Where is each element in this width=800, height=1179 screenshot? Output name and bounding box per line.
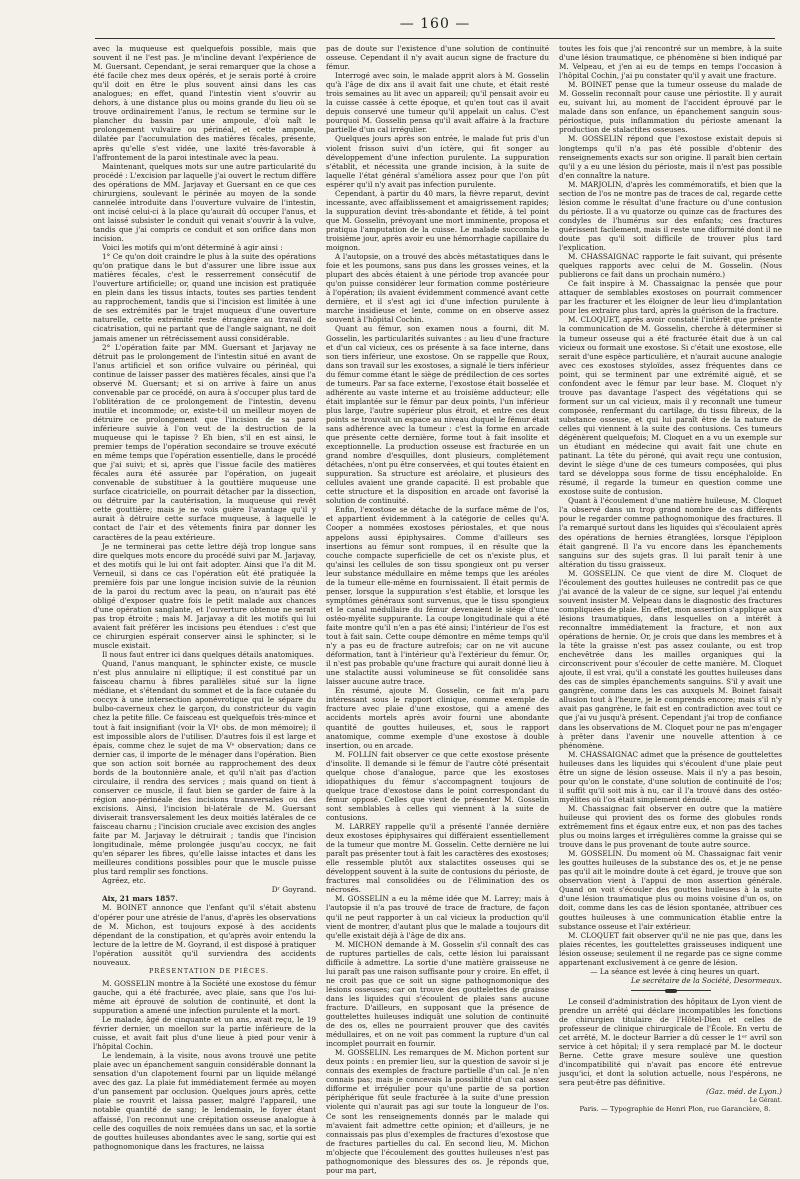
paragraph: Ce fait inspire à M. Chassaignac la pensée que pour attaquer de semblables exostoses on pourrait commencer par les fracturer et les éloigner de leur lieu d'implantation pour les extraire plus tard, après la guérison de la fracture. bbox=[559, 279, 782, 316]
paragraph: A l'autopsie, on a trouvé des abcès métastatiques dans le foie et les poumons, sans pus dans les grosses veines, et la plupart des abcès étaient à une période trop avancée pour qu'on puisse considérer leur formation comme postérieure à l'opération; ils avaient évidemment commencé avant cette dernière, et il s'est agi ici d'une infection purulente à marche insidieuse et lente, comme on en observe assez souvent à l'hôpital Cochin. bbox=[326, 252, 549, 325]
news-source: (Gaz. méd. de Lyon.) bbox=[706, 1087, 782, 1097]
paragraph: M. GOSSELIN a eu la même idée que M. Larrey; mais à l'autopsie il n'a pas trouvé de trace de fracture, de façon qu'il ne peut rapporter à un cal vicieux la production qu'il vient de montrer, d'autant plus que le malade a toujours dit qu'elle existait déjà à l'âge de dix ans. bbox=[326, 894, 549, 940]
paragraph: Le conseil d'administration des hôpitaux de Lyon vient de prendre un arrêté qui déclare incompatibles les fonctions de chirurgien titulaire de l'Hôtel-Dieu et celles de professeur de clinique chirurgicale de l'École. En vertu de cet arrêté, M. le docteur Barrier a dû cesser le 1ᵉʳ avril son service à cet hôpital; il y sera remplacé par M. le docteur Berne. Cette grave mesure soulève une question d'incompatibilité qui n'avait pas encore été entrevue jusqu'ici, et dont la solution actuelle, nous l'espérons, ne sera peut-être pas définitive. bbox=[559, 996, 782, 1088]
column-left bbox=[93, 44, 316, 1169]
paragraph: M. CLOQUET, après avoir constaté l'intérêt que présente la communication de M. Gosselin, cherche à déterminer si la tumeur osseuse qui a été fracturée était due à un cal vicieux ou formait une exostose. Si c'était une exostose, elle serait d'une espèce particulière, et n'aurait aucune analogie avec ces exostoses styloïdes, assez fréquentes dans ce point, qui se terminent par une extrémité aiguë, et se confondent avec le fémur par leur base. M. Cloquet n'y trouve pas davantage l'aspect des végétations qui se forment sur un cal vicieux, mais il y reconnaît une tumeur composée, renfermant du cartilage, du tissu fibreux, de la substance osseuse, et qui lui paraît être de la nature de celles qui viennent à la suite des contusions. Ces tumeurs dégénèrent quelquefois; M. Cloquet en a vu un exemple sur un étudiant en médecine qui avait fait une chute en patinant. La tête du péroné, qui avait reçu une contusion, devint le siège d'une de ces tumeurs composées, qui plus tard se développa sous forme de tissu encéphaloïde. En résumé, il regarde la tumeur en question comme une exostose suite de contusion. bbox=[559, 315, 782, 497]
paragraph: M. Chassaignac fait observer en outre que la matière huileuse qui provient des os forme des globules ronds extrêmement fins et égaux entre eux, et non pas des taches plus ou moins larges et irrégulières comme la graisse qui se trouve dans le pus provenant de toute autre source. bbox=[559, 803, 782, 850]
column-right bbox=[559, 44, 782, 1169]
article-columns bbox=[93, 44, 783, 1175]
paragraph: Interrogé avec soin, le malade apprit alors à M. Gosselin qu'à l'âge de dix ans il avait fait une chute, et était resté trois semaines au lit avec un appareil; qu'il pensait avoir eu la cuisse cassée à cette époque, et qu'en tout cas il avait depuis conservé une tumeur qu'il appelait un calus. C'est pourquoi M. Gosselin pensa qu'il avait affaire à la fracture partielle d'un cal irrégulier. bbox=[326, 71, 549, 135]
paragraph: Quelques jours après son entrée, le malade fut pris d'un violent frisson suivi d'un ictère, qui fit songer au développement d'une infection purulente. La suppuration s'établit, et nécessita une grande incision, à la suite de laquelle l'état général s'améliora assez pour que l'on pût espérer qu'il n'y avait pas infection purulente. bbox=[326, 134, 549, 189]
paragraph: M. GOSSELIN. Du moment où M. Chassaignac fait venir les gouttes huileuses de la substance des os, et je ne pense pas qu'il ait le moindre doute à cet égard, je trouve que son observation vient à l'appui de mon assertion générale. Quand on voit s'écouler des gouttes huileuses à la suite d'une lésion traumatique plus ou moins voisine d'un os, on doit, comme dans les cas de lésion spontanée, attribuer ces gouttes huileuses à une communication établie entre la substance osseuse et l'air extérieur. bbox=[559, 849, 782, 931]
session-end: — La séance est levée à cinq heures un quart. bbox=[590, 966, 760, 976]
paragraph: avec la muqueuse est quelquefois possible, mais que souvent il ne l'est pas. Je m'incline devant l'expérience de M. Guersant. Cependant, je serai remarquer que la chose a été facile chez mes deux opérés, et je serais porté à croire qu'il doit en être le plus souvent ainsi dans les cas analogues; en effet, quand l'intestin vient s'ouvrir au dehors, à une distance plus ou moins grande du lieu où se trouve ordinairement l'anus, le rectum se termine sur le plancher du bassin par une ampoule, d'où naît le prolongement vulvaire ou périnéal, et cette ampoule, dilatée par l'accumulation des matières fécales, présente, après qu'elle s'est vidée, une laxité très-favorable à l'affrontement de la paroi intestinale avec la peau. bbox=[93, 44, 316, 162]
paragraph: M. GOSSELIN montre à la Société une exostose du fémur gauche, qui a été fracturée, avec plaie, sans que l'os lui-même ait éprouvé de solution de continuité, et dont la suppuration a amené une infection purulente et la mort. bbox=[93, 978, 316, 1015]
page-header bbox=[95, 14, 775, 39]
paragraph: Le malade, âgé de cinquante et un ans, avait reçu, le 19 février dernier, un moellon sur la partie inférieure de la cuisse, et avait fait plus d'une lieue à pied pour venir à l'hôpital Cochin. bbox=[93, 1015, 316, 1052]
column-middle bbox=[326, 44, 549, 1175]
paragraph: M. GOSSELIN répond que l'exostose existait depuis si longtemps qu'il n'a pas été possible d'obtenir des renseignements exacts sur son origine. Il paraît bien certain qu'il y a eu une lésion du périoste, mais il n'est pas possible d'en connaître la nature. bbox=[559, 134, 782, 180]
paragraph: 2° L'opération faite par MM. Guersant et Jarjavay ne détruit pas le prolongement de l'intestin situé en avant de l'anus artificiel et son orifice vulvaire ou périnéal, qui continue de laisser passer des matières fécales, ainsi que l'a observé M. Guersant; et si on arrive à faire un anus convenable par ce procédé, on aura à s'occuper plus tard de l'oblitération de ce prolongement de l'intestin, devenu inutile et incommode; or, existe-t-il un meilleur moyen de détruire ce prolongement que l'incision de sa paroi inférieure suivie à l'on veut de la destruction de la muqueuse qui le tapisse ? Eh bien, s'il en est ainsi, le premier temps de l'opération secondaire se trouve exécuté en même temps que l'opération essentielle, dans le procédé que j'ai suivi; et si, après que l'issue facile des matières fécales aura été assurée par l'opération, on jugeait convenable de substituer à la gouttière muqueuse une surface cicatricielle, on pourrait détacher par la dissection, ou détruire par la cautérisation, la muqueuse qui revêt cette gouttière; mais je ne vois guère l'avantage qu'il y aurait à détruire cette surface muqueuse, à laquelle le contact de l'air et des vêtements finira par donner les caractères de la peau extérieure. bbox=[93, 342, 316, 542]
paragraph: Je ne terminerai pas cette lettre déjà trop longue sans dire quelques mots encore du procédé suivi par M. Jarjavay, et des motifs qui le lui ont fait adopter. Ainsi que l'a dit M. Verneuil, si dans ce cas l'opération eût été pratiquée la première fois par une longue incision suivie de la réunion de la paroi du rectum avec la peau, on n'aurait pas été obligé d'exposer quatre fois le petit malade aux chances d'une opération sanglante, et l'ouverture obtenue ne serait pas trop étroite ; mais M. Jarjavay a dit les motifs qui lui avaient fait préférer les incisions peu étendues : c'est que ce chirurgien espérait conserver ainsi le sphincter, si le muscle existait. bbox=[93, 541, 316, 651]
paragraph: M. LARREY rappelle qu'il a présenté l'année dernière deux exostoses épiphysaires qui différaient essentiellement de la tumeur que montre M. Gosselin. Cette dernière ne lui paraît pas présenter tout à fait les caractères des exostoses; elle ressemble plutôt aux stalactites osseuses qui se développent souvent à la suite de contusions du périoste, de fractures mal consolidées ou de l'élimination des os nécrosés. bbox=[326, 822, 549, 895]
paragraph: Agréez, etc. bbox=[102, 876, 146, 886]
paragraph: M. BOINET pense que la tumeur osseuse du malade de M. Gosselin reconnaît pour cause une périostite. Il y aurait eu, suivant lui, au moment de l'accident éprouvé par le malade dans son enfance, un épanchement sanguin sous-périostique, puis inflammation du périoste amenant la production de stalactites osseuses. bbox=[559, 80, 782, 135]
paragraph: M. GOSSELIN. Ce que vient de dire M. Cloquet de l'écoulement des gouttes huileuses ne contredit pas ce que j'ai avancé de la valeur de ce signe, sur lequel j'ai entendu souvent insister M. Velpeau dans le diagnostic des fractures compliquées de plaie. En effet, mon assertion s'applique aux lésions traumatiques, dans lesquelles on a intérêt à reconnaître immédiatement la fracture, et non aux opérations de hernie. Or, je crois que dans les membres et à la tête la graisse n'est pas assez coulante, ou est trop enchevêtrée dans les mailles organiques qui la circonscrivent pour s'écouler de cette manière. M. Cloquet ajoute, il est vrai, qu'il a constaté les gouttes huileuses dans des cas de simples épanchements sanguins. S'il y avait une gangrène, comme dans les cas auxquels M. Boinet faisait allusion tout à l'heure, je le comprends encore; mais s'il n'y avait pas gangrène, le fait est en contradiction avec tout ce que j'ai vu jusqu'à présent. Cependant j'ai trop de confiance dans les observations de M. Cloquet pour ne pas m'engager à prêter dans l'avenir une nouvelle attention à ce phénomène. bbox=[559, 568, 782, 750]
paragraph: 1° Ce qu'on doit craindre le plus à la suite des opérations qu'on pratique dans le but d'assurer une libre issue aux matières fécales, c'est le resserrement consécutif de l'ouverture artificielle; or, quand une incision est pratiquée en plein dans les tissus intacts, toutes ses parties tendent au rapprochement, tandis que si l'incision est limitée à une de ses extrémités par le trajet muqueux d'une ouverture naturelle, cette extrémité reste étrangère au travail de cicatrisation, qui ne partant que de l'angle saignant, ne doit jamais amener un rétrécissement aussi considérable. bbox=[93, 252, 316, 343]
page-number: — 160 — bbox=[399, 16, 471, 32]
paragraph: Maintenant, quelques mots sur une autre particularité du procédé : L'excision par laquelle j'ai ouvert le rectum diffère des opérations de MM. Jarjavay et Guersant en ce que ces chirurgiens, soulevant le périnée au moyen de la sonde cannelée introduite dans l'ouverture vulvaire de l'intestin, ont incisé celui-ci à la place qu'aurait dû occuper l'anus, et ont laissé subsister le conduit qui venait s'ouvrir à la vulve, tandis que j'ai compris ce conduit et son orifice dans mon incision. bbox=[93, 161, 316, 243]
paragraph: M. MICHON demande à M. Gosselin s'il connaît des cas de ruptures partielles de cals, cette lésion lui paraissant difficile à admettre. La sortie d'une matière graisseuse ne lui paraît pas une raison suffisante pour y croire. En effet, il ne croit pas que ce soit un signe pathognomonique des lésions osseuses; car on trouve des gouttelettes de graisse dans les liquides qui s'écoulent de plaies sans aucune fracture. D'ailleurs, en supposant que la présence de gouttelettes huileuses indiquât une solution de continuité de des os, elles ne pourraient prouver que des cavités médullaires, et on ne voit pas comment la rupture d'un cal incomplet pourrait en fournir. bbox=[326, 939, 549, 1049]
section-title: PRÉSENTATION DE PIÈCES. bbox=[93, 967, 316, 979]
paragraph: Voici les motifs qui m'ont déterminé à agir ainsi : bbox=[102, 243, 283, 253]
paragraph: M. CHASSAIGNAC admet que la présence de gouttelettes huileuses dans les liquides qui s'écoulent d'une plaie peut être un signe de lésion osseuse. Mais il n'y a pas besoin, pour qu'on le constate, d'une solution de continuité de l'os; il suffit qu'il soit mis à nu, car il l'a trouvé dans des ostéo-myélites où l'os était simplement dénudé. bbox=[559, 749, 782, 804]
paragraph: Le lendemain, à la visite, nous avons trouvé une petite plaie avec un épanchement sanguin considérable donnant la sensation d'un clapotement fourni par un liquide mélangé avec des gaz. La plaie fut immédiatement fermée au moyen d'un pansement par occlusion. Quelques jours après, cette plaie se rouvrit et laissa passer, malgré l'appareil, une notable quantité de sang; le lendemain, le foyer étant affaissé, l'on reconnut une crépitation osseuse analogue à celle des coquilles de noix remuées dans un sac, et la sortie de gouttes huileuses abondantes avec le sang, sortie qui est pathognomonique dans les fractures, ne laissa bbox=[93, 1051, 316, 1151]
paragraph: M. FOLLIN fait observer ce que cette exostose présente d'insolite. Il demande si le fémur de l'autre côté présentait quelque chose d'analogue, parce que les exostoses idiopathiques du fémur s'accompagnent toujours de quelque trace d'exostose dans le point correspondant du fémur opposé. Celles que vient de présenter M. Gosselin sont semblables à celles qui viennent à la suite de contusions. bbox=[326, 749, 549, 822]
letter-signature: Dʳ Goyrand. bbox=[271, 885, 316, 895]
gerant-label: Le Gérant. bbox=[749, 1097, 782, 1105]
paragraph: Il nous faut entrer ici dans quelques détails anatomiques. bbox=[102, 650, 314, 660]
ornament-divider bbox=[631, 989, 711, 993]
paragraph: En résumé, ajoute M. Gosselin, ce fait m'a paru intéressant sous le rapport clinique, comme exemple de fracture avec plaie d'une exostose, qui a amené des accidents mortels après avoir fourni une abondante quantité de gouttes huileuses, et, sous le rapport anatomique, comme exemple d'une exostose à double insertion, ou en arcade. bbox=[326, 686, 549, 750]
paragraph: Quand, l'anus manquant, le sphincter existe, ce muscle n'est plus annulaire ni elliptique; il est constitué par un faisceau charnu à fibres parallèles situé sur la ligne médiane, et s'étendant du sommet et de la face cutanée du coccyx à une intersection aponévrotique qui le sépare du bulbo-caverneux chez le garçon, du constricteur du vagin chez la petite fille. Ce faisceau est quelquefois très-mince et tout à fait insignifiant (voir la VIᵉ obs. de mon mémoire); il est impossible alors de l'utiliser. D'autres fois il est large et épais, comme chez le sujet de ma Vᵉ observation; dans ce dernier cas, il importe de le ménager dans l'opération. Bien que son action soit bornée au rapprochement des deux bords de la boutonnière anale, et qu'il n'ait pas d'action circulaire, il rendra des services ; mais quand on tient à conserver ce muscle, il faut bien se garder de faire à la région ano-périnéale des incisions transversales ou des excisions. Ainsi, l'incision bi-latérale de M. Guersant diviserait transversalement les deux moitiés latérales de ce faisceau charnu ; l'incision cruciale avec excision des angles faite par M. Jarjavay le détruirait ; tandis que l'incision longitudinale, même prolongée jusqu'au coccyx, ne fait qu'en séparer les fibres, qu'elle laisse intactes et dans les meilleures conditions possibles pour que le muscle puisse plus tard remplir ses fonctions. bbox=[93, 659, 316, 877]
paragraph: Enfin, l'exostose se détache de la surface même de l'os, et appartient évidemment à la catégorie de celles qu'A. Cooper a nommées exostoses périostales, et que nous appelons aussi épiphysaires. Comme d'ailleurs ses insertions au fémur sont rompues, il en résulte que la couche compacte superficielle de cet os n'existe plus, et qu'ainsi les cellules de son tissu spongieux ont pu verser leur substance médullaire en même temps que les aréoles de la tumeur elle-même en fournissaient. Il était permis de penser, lorsque la suppuration s'est établie, et lorsque les symptômes généraux sont survenus, que le tissu spongieux et le canal médullaire du fémur devenaient le siége d'une ostéo-myélite suppurante. La coupe longitudinale qui a été faite montre qu'il n'en a pas été ainsi; l'intérieur de l'os est tout à fait sain. Cette coupe démontre en même temps qu'il n'y a pas eu de fracture autrefois; car on ne vit aucune déformation, tant à l'intérieur qu'à l'extérieur du fémur. Or, il n'est pas probable qu'une fracture qui aurait donné lieu à une stalactite aussi volumineuse se fût consolidée sans laisser aucune autre trace. bbox=[326, 505, 549, 687]
paragraph: Quant au fémur, son examen nous a fourni, dit M. Gosselin, les particularités suivantes : au lieu d'une fracture et d'un cal vicieux, ces os présente à sa face interne, dans son tiers inférieur, une exostose. On se rappelle que Roux, dans son travail sur les exostoses, a signalé le tiers inférieur du fémur comme étant le siège de prédilection de ces sortes de tumeurs. Par sa face externe, l'exostose était bosselée et adhérente au vaste interne et au troisième adducteur; elle était implantée sur le fémur par deux points, l'un inférieur plus large, l'autre supérieur plus étroit, et entre ces deux points se trouvait un espace au niveau duquel le fémur était sans adhérence avec la tumeur : c'est la forme en arcade que présente cette dernière, forme tout à fait insolite et exceptionnelle. La production osseuse est fracturée en un grand nombre d'esquilles, dont plusieurs, complétement détachées, n'ont pu être conservées, et qui toutes étaient en suppuration. Sa structure est aréolaire, et plusieurs des cellules avaient une grande capacité. Il est probable que cette structure et la disposition en arcade ont favorisé la solution de continuité. bbox=[326, 324, 549, 506]
paragraph: toutes les fois que j'ai rencontré sur un membre, à la suite d'une lésion traumatique, ce phénomène si bien indiqué par M. Velpeau, et j'en ai eu de temps en temps l'occasion à l'hôpital Cochin, j'ai pu constater qu'il y avait une fracture. bbox=[559, 44, 782, 81]
paragraph: Cependant, à partir du 40 mars, la fièvre reparut, devint incessante, avec affaiblissement et amaigrissement rapides; la suppuration devint très-abondante et fétide, à tel point que M. Gosselin, prévoyant une mort imminente, proposa et pratiqua l'amputation de la cuisse. Le malade succomba le troisième jour, après avoir eu une hémorrhagie capillaire du moignon. bbox=[326, 188, 549, 253]
paragraph: pas de doute sur l'existence d'une solution de continuité osseuse. Cependant il n'y avait aucun signe de fracture du fémur. bbox=[326, 44, 549, 72]
paragraph: M. CHASSAIGNAC rapporte le fait suivant, qui présente quelques rapports avec celui de M. Gosselin. (Nous publierons ce fait dans un prochain numéro.) bbox=[559, 252, 782, 280]
letter-date: Aix, 21 mars 1857. bbox=[102, 894, 178, 904]
secretary-signature: Le secrétaire de la Société, Desormeaux. bbox=[630, 975, 782, 985]
printer-imprint: Paris. — Typographie de Henri Plon, rue Garancière, 8. bbox=[579, 1105, 771, 1114]
paragraph: M. CLOQUET fait observer qu'il ne nie pas que, dans les plaies récentes, les gouttelettes graisseuses indiquent une lésion osseuse; seulement il ne regarde pas ce signe comme appartenant exclusivement à ce genre de lésion. bbox=[559, 930, 782, 967]
paragraph: Quant à l'écoulement d'une matière huileuse, M. Cloquet l'a observé dans un trop grand nombre de cas différents pour le regarder comme pathognomonique des fractures. Il l'a remarqué surtout dans les liquides qui s'écoulaient après des opérations de hernies étranglées, lorsque l'épiploon était gangrené. Il l'a vu encore dans les épanchements sanguins sur des sujets gras. Il lui paraît tenir à une altération du tissu graisseux. bbox=[559, 496, 782, 569]
paragraph: M. MARJOLIN, d'après les commémoratifs, et bien que la section de l'os ne montre pas de traces de cal, regarde cette lésion comme le résultat d'une fracture ou d'une contusion du périoste. Il a vu quatorze ou quinze cas de fractures des condyles de l'humérus sur des enfants; ces fractures guérissent facilement, mais il reste une difformité dont il ne doute pas qu'il soit difficile de trouver plus tard l'explication. bbox=[559, 179, 782, 253]
paragraph: M. GOSSELIN. Les remarques de M. Michon portent sur deux points : en premier lieu, sur la question de savoir si je connais des exemples de fracture partielle d'un cal. Je n'en connais pas; mais je concevais la possibilité d'un cal assez difforme et irrégulier pour qu'une partie de sa portion périphérique fût seule fracturée à la suite d'une pression violente qui n'aurait pas agi sur toute la longueur de l'os. Ce sont les renseignements donnés par le malade qui m'avaient fait admettre cette opinion; et d'ailleurs, je ne connaissais pas plus d'exemples de fractures d'exostose que de fractures partielles du cal. En second lieu, M. Michon m'objecte que l'écoulement des gouttes huileuses n'est pas pathognomonique des blessures des os. Je réponds que, pour ma part, bbox=[326, 1048, 549, 1175]
paragraph: M. BOINET annonce que l'enfant qu'il s'était abstenu d'opérer pour une atrésie de l'anus, d'après les observations de M. Michon, est toujours exposé à des accidents dépendant de la constipation, et qu'après avoir entendu la lecture de la lettre de M. Goyrand, il est disposé à pratiquer l'opération aussitôt qu'il surviendra des accidents nouveaux. bbox=[93, 903, 316, 967]
